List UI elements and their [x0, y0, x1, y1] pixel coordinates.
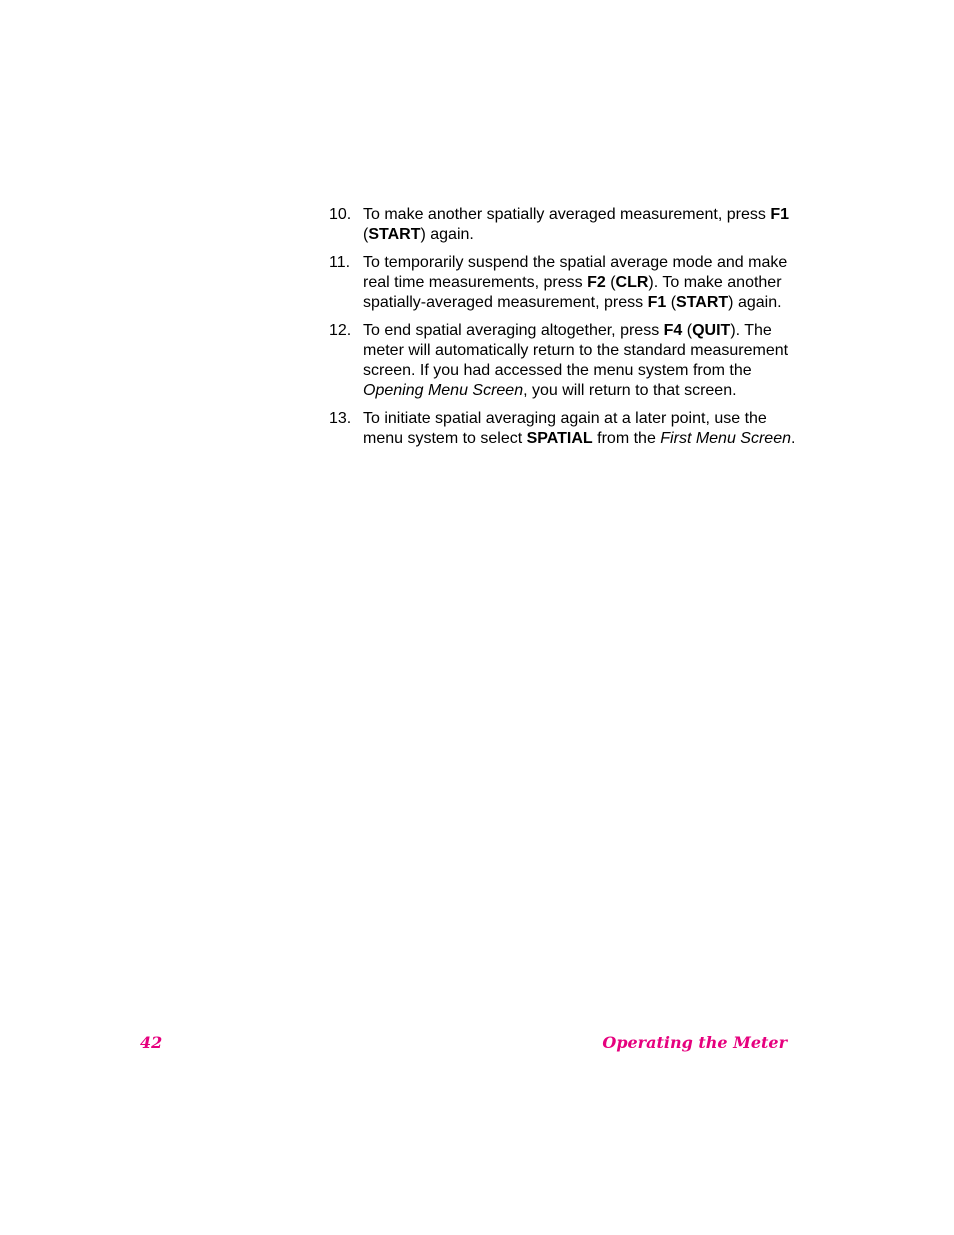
step-item: [329, 409, 799, 449]
emphasis-key: F1: [770, 206, 789, 223]
step-item: [329, 253, 799, 313]
text-run: ). The meter will automatically return to the standard measurement screen. If you had accessed the menu system from the: [363, 322, 789, 379]
step-text: [363, 254, 787, 311]
emphasis-key: F4: [663, 322, 683, 339]
emphasis-screen-name: First Menu Screen: [660, 430, 791, 447]
step-item: [329, 205, 799, 245]
step-number: 12.: [329, 322, 352, 339]
emphasis-key: CLR: [615, 274, 649, 291]
emphasis-key: START: [368, 226, 421, 243]
emphasis-key: F1: [647, 294, 667, 311]
instruction-list: [329, 205, 799, 457]
text-run: ) again.: [420, 226, 474, 243]
step-text: [363, 206, 789, 243]
text-run: (: [605, 274, 616, 291]
text-run: To end spatial averaging altogether, press: [363, 322, 664, 339]
step-item: [329, 321, 799, 401]
step-number: 10.: [329, 206, 352, 223]
emphasis-key: SPATIAL: [526, 430, 593, 447]
text-run: (: [666, 294, 677, 311]
emphasis-key: START: [676, 294, 729, 311]
emphasis-screen-name: Opening Menu Screen: [363, 382, 524, 399]
text-run: ). To make another spatially-averaged measurement, press: [363, 274, 782, 311]
text-run: (: [682, 322, 693, 339]
text-run: , you will return to that screen.: [523, 382, 737, 399]
step-text: [363, 322, 788, 399]
text-run: .: [791, 430, 796, 447]
emphasis-key: F2: [587, 274, 606, 291]
emphasis-key: QUIT: [692, 322, 731, 339]
text-run: To temporarily suspend the spatial average mode and make real time measurements, press: [363, 254, 788, 291]
section-title: Operating the Meter: [602, 1033, 787, 1052]
step-number: 11.: [329, 254, 351, 271]
step-number: 13.: [329, 410, 352, 427]
text-run: ) again.: [728, 294, 782, 311]
text-run: To initiate spatial averaging again at a later point, use the menu system to select: [363, 410, 767, 447]
text-run: To make another spatially averaged measurement, press: [363, 206, 771, 223]
step-text: [363, 410, 795, 447]
text-run: from the: [592, 430, 661, 447]
text-run: (: [363, 226, 369, 243]
page-number: 42: [140, 1033, 163, 1052]
